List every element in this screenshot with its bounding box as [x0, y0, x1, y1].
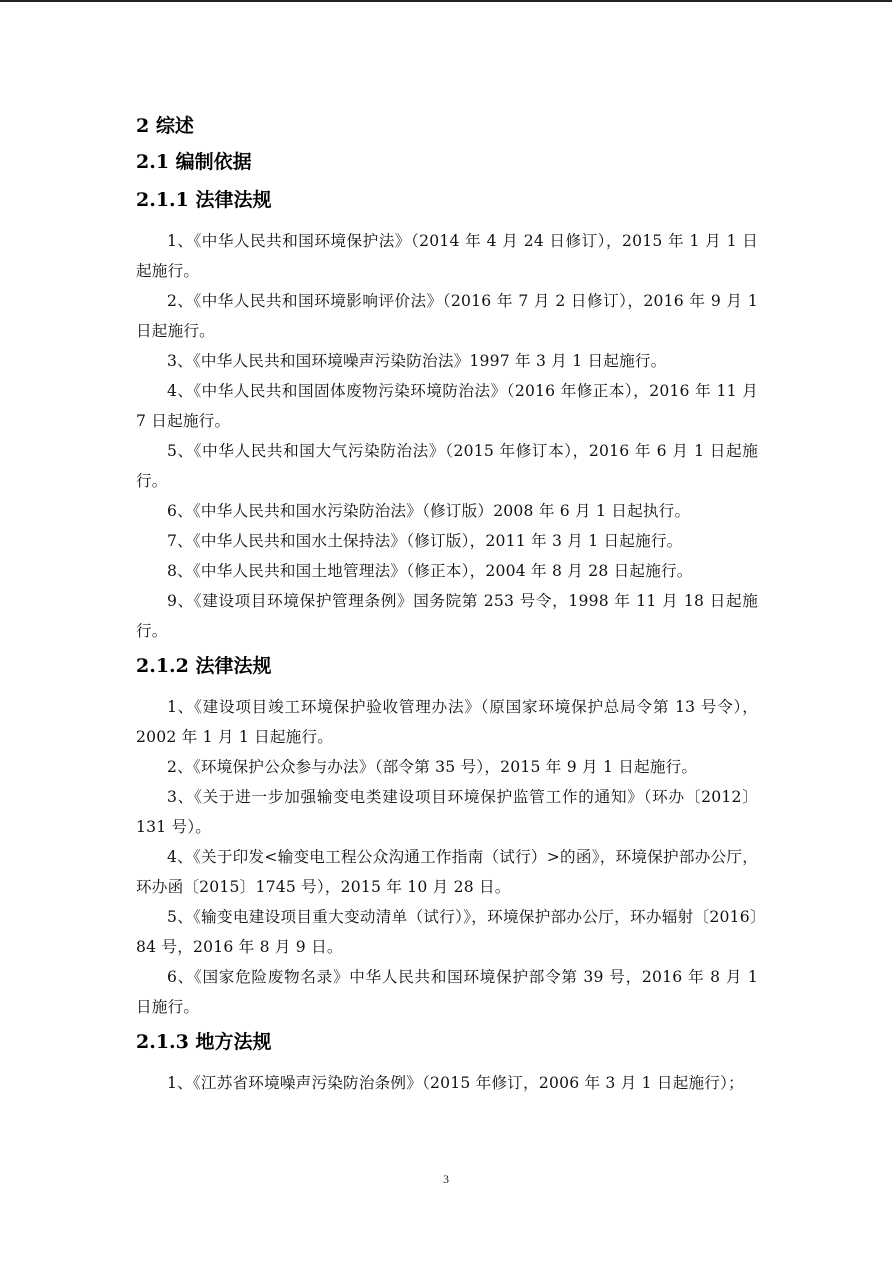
page-number: 3 [443, 1172, 449, 1186]
list-item: 8、《中华人民共和国土地管理法》（修正本），2004 年 8 月 28 日起施行。 [167, 562, 693, 580]
document-body [136, 108, 758, 1098]
list-item: 1、《中华人民共和国环境保护法》（2014 年 4 月 24 日修订），2015 年 1 月 1 日起施行。 [136, 232, 758, 280]
list-item: 2、《环境保护公众参与办法》（部令第 35 号），2015 年 9 月 1 日起施行。 [167, 758, 698, 776]
list-item: 3、《关于进一步加强输变电类建设项目环境保护监管工作的通知》（环办〔2012〕131 号）。 [136, 788, 758, 836]
list-item: 9、《建设项目环境保护管理条例》国务院第 253 号令，1998 年 11 月 18 日起施行。 [136, 592, 758, 640]
list-item: 7、《中华人民共和国水土保持法》（修订版），2011 年 3 月 1 日起施行。 [167, 532, 683, 550]
subsection-regulations [136, 648, 758, 1022]
subsection-laws [136, 182, 758, 646]
list-item: 3、《中华人民共和国环境噪声污染防治法》1997 年 3 月 1 日起施行。 [167, 352, 667, 370]
list-item: 5、《输变电建设项目重大变动清单（试行）》，环境保护部办公厅，环办辐射〔2016〕84 号，2016 年 8 月 9 日。 [136, 908, 758, 956]
chapter-heading: 2 综述 [136, 115, 194, 137]
subsection-title: 2.1.2 法律法规 [136, 655, 272, 677]
list-item: 1、《建设项目竣工环境保护验收管理办法》（原国家环境保护总局令第 13 号令），2002 年 1 月 1 日起施行。 [136, 698, 758, 746]
list-item: 4、《中华人民共和国固体废物污染环境防治法》（2016 年修正本），2016 年 11 月 7 日起施行。 [136, 382, 758, 430]
list-item: 6、《中华人民共和国水污染防治法》（修订版）2008 年 6 月 1 日起执行。 [167, 502, 691, 520]
subsection-title: 2.1.3 地方法规 [136, 1031, 272, 1053]
subsection-title: 2.1.1 法律法规 [136, 189, 272, 211]
section-heading: 2.1 编制依据 [136, 151, 252, 173]
list-item: 5、《中华人民共和国大气污染防治法》（2015 年修订本），2016 年 6 月 1 日起施行。 [136, 442, 758, 490]
list-item: 4、《关于印发<输变电工程公众沟通工作指南（试行）>的函》，环境保护部办公厅，环办函〔2015〕1745 号），2015 年 10 月 28 日。 [136, 848, 758, 896]
list-item: 6、《国家危险废物名录》中华人民共和国环境保护部令第 39 号，2016 年 8 月 1 日施行。 [136, 968, 758, 1016]
top-border-line [0, 0, 892, 2]
list-item: 2、《中华人民共和国环境影响评价法》（2016 年 7 月 2 日修订），2016 年 9 月 1 日起施行。 [136, 292, 758, 340]
list-item: 1、《江苏省环境噪声污染防治条例》（2015 年修订，2006 年 3 月 1 日起施行）； [167, 1074, 744, 1092]
subsection-local-regulations [136, 1024, 758, 1098]
